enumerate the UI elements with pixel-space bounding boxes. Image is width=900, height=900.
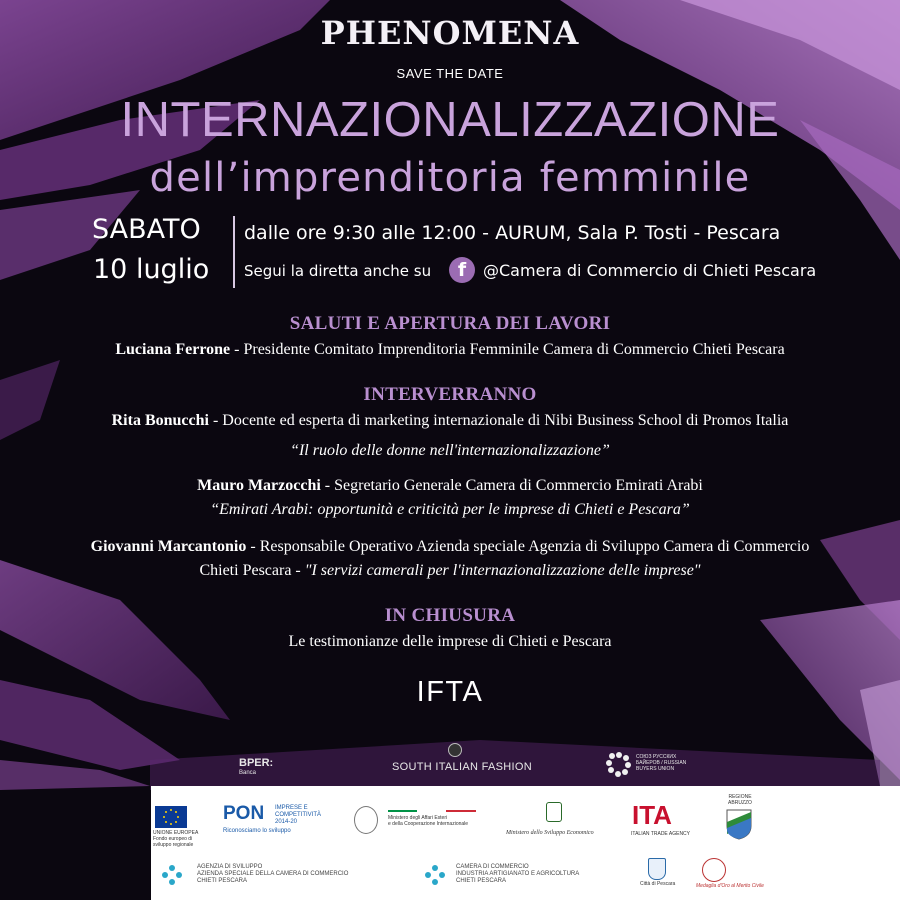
camera-line: CAMERA DI COMMERCIO [456, 864, 529, 870]
opening-speaker [0, 341, 900, 359]
russian-buyers-line: БАЙЕРОВ / RUSSIAN [636, 760, 687, 766]
speaker-3-talk: "I servizi camerali per l'internazionalizzazione delle imprese" [304, 562, 701, 579]
russian-buyers-union-logo [636, 754, 686, 772]
medal-logo: Medaglia d'Oro al Merito Civile [696, 883, 764, 889]
date-divider [233, 216, 235, 288]
eu-fund: Fondo europeo di sviluppo regionale [153, 836, 194, 848]
event-date: 10 luglio [93, 254, 210, 285]
abruzzo-line: REGIONE [728, 794, 752, 800]
pescara-city-crest-icon [648, 858, 666, 880]
speaker-2 [0, 477, 900, 495]
south-italian-fashion-emblem-icon [448, 743, 462, 757]
mise-logo: Ministero dello Sviluppo Economico [506, 830, 594, 836]
speaker-name: Mauro Marzocchi [197, 477, 321, 494]
russian-buyers-line: BUYERS UNION [636, 766, 675, 772]
follow-text: Segui la diretta anche su [244, 262, 432, 280]
abruzzo-logo-text [725, 794, 755, 806]
facebook-page-link[interactable]: @Camera di Commercio di Chieti Pescara [483, 261, 817, 280]
ita-subtitle: ITALIAN TRADE AGENCY [631, 831, 690, 837]
partner-logos-panel [151, 786, 900, 900]
event-time-place: dalle ore 9:30 alle 12:00 - AURUM, Sala P. Tosti - Pescara [244, 222, 781, 244]
speaker-role: - Presidente Comitato Imprenditoria Femminile Camera di Commercio Chieti Pescara [230, 341, 785, 358]
speaker-name: Luciana Ferrone [115, 341, 231, 358]
abruzzo-line: ABRUZZO [728, 800, 752, 806]
agenzia-line: AZIENDA SPECIALE DELLA CAMERA DI COMMERCIO [197, 871, 349, 877]
south-italian-fashion-logo: SOUTH ITALIAN FASHION [392, 761, 532, 773]
eu-flag-icon [155, 806, 187, 828]
speaker-1 [0, 412, 900, 430]
speaker-name: Giovanni Marcantonio [90, 538, 247, 555]
russian-buyers-union-icon [606, 751, 632, 777]
speaker-name: Rita Bonucchi [111, 412, 209, 429]
facebook-icon[interactable]: f [449, 257, 475, 283]
republic-emblem-icon [546, 802, 562, 822]
agenzia-sviluppo-icon [161, 864, 183, 886]
closing-heading: IN CHIUSURA [384, 605, 516, 626]
pon-line: COMPETITIVITÀ [275, 812, 322, 818]
camera-line: INDUSTRIA ARTIGIANATO E AGRICOLTURA [456, 871, 580, 877]
camera-commercio-logo [456, 864, 579, 885]
pon-program [275, 805, 321, 826]
ifta-logo: IFTA [416, 676, 484, 708]
opening-heading: SALUTI E APERTURA DEI LAVORI [289, 313, 611, 334]
brand-logo: PHENOMENA [320, 14, 580, 52]
closing-text: Le testimonianze delle imprese di Chieti e Pescara [288, 633, 612, 650]
maeci-logo [388, 815, 468, 827]
event-day: SABATO [92, 214, 201, 245]
agenzia-line: AGENZIA DI SVILUPPO [197, 864, 263, 870]
agenzia-line: CHIETI PESCARA [197, 878, 248, 884]
speaker-role: - Docente ed esperta di marketing internazionale di Nibi Business School di Promos Italia [208, 412, 789, 429]
abruzzo-emblem-icon [725, 808, 753, 840]
speaker-role: - Responsabile Operativo Azienda speciale Agenzia di Sviluppo Camera di Commercio [246, 538, 810, 555]
title-line-2: dell’imprenditoria femminile [149, 155, 751, 201]
speaker-3-talk-line [0, 562, 900, 580]
italian-flag-stripe [388, 810, 476, 812]
eu-name: UNIONE EUROPEA [153, 830, 199, 836]
camera-commercio-icon [424, 864, 446, 886]
medal-emblem-icon [702, 858, 726, 882]
eu-logo-text [153, 830, 203, 848]
pon-line: 2014-20 [275, 819, 298, 825]
speaker-2-talk: “Emirati Arabi: opportunità e criticità per le imprese di Chieti e Pescara” [210, 501, 690, 518]
speaker-role-cont: Chieti Pescara - [199, 562, 305, 579]
maeci-line: Ministero degli Affari Esteri [388, 815, 448, 821]
italy-emblem-icon [354, 806, 378, 834]
pon-line: IMPRESE E [275, 805, 308, 811]
maeci-line: e della Cooperazione Internazionale [388, 821, 469, 827]
speaker-3 [0, 538, 900, 556]
pon-tagline: Riconosciamo lo sviluppo [223, 828, 291, 834]
pescara-city-logo: Città di Pescara [640, 881, 676, 887]
speakers-heading: INTERVERRANNO [363, 384, 537, 405]
pon-logo: PON [223, 803, 265, 824]
camera-line: CHIETI PESCARA [456, 878, 507, 884]
title-line-1: INTERNAZIONALIZZAZIONE [120, 93, 780, 147]
speaker-role: - Segretario Generale Camera di Commercio Emirati Arabi [320, 477, 703, 494]
bper-logo: BPER: [239, 757, 274, 769]
agenzia-sviluppo-logo [197, 864, 348, 885]
russian-buyers-line: СОЮЗ РУССКИХ [636, 754, 677, 760]
save-the-date: SAVE THE DATE [396, 66, 504, 81]
speaker-1-talk: “Il ruolo delle donne nell'internazionalizzazione” [290, 442, 610, 459]
ita-logo: ITA [632, 800, 672, 830]
bper-sub: Banca [239, 770, 257, 776]
